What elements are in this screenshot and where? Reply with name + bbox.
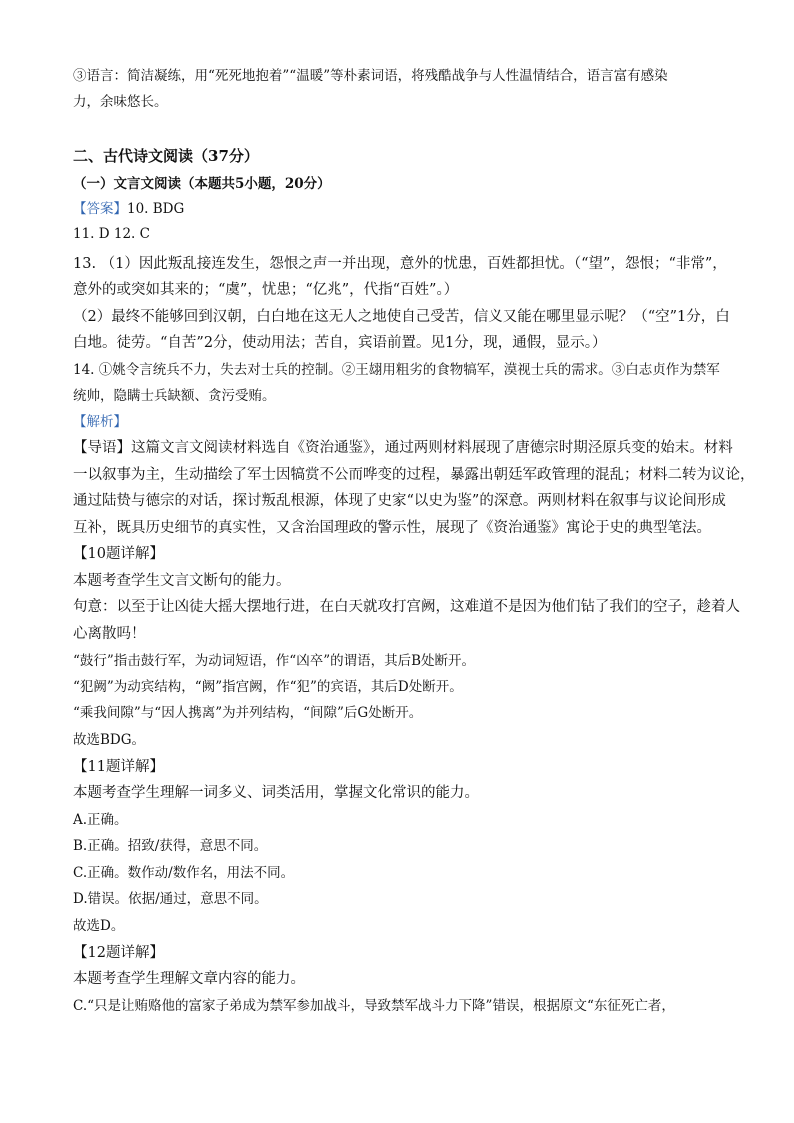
text-line: 故选BDG。 [73, 732, 146, 748]
text-line: “犯阙”为动宾结构，“阙”指宫阙，作“犯”的宾语，其后D处断开。 [73, 679, 463, 695]
text-line: 力，余味悠长。 [73, 94, 168, 110]
text-line: 本题考查学生文言文断句的能力。 [73, 573, 291, 589]
answer-13-line3: （2）最终不能够回到汉朝，白白地在这无人之地使自己受苦，信义又能在哪里显示呢？（“空”1分，白 [73, 309, 730, 325]
text-line: B.正确。招致/获得，意思不同。 [73, 838, 268, 854]
q12-heading: 【12题详解】 [73, 945, 164, 961]
subsection-heading: （一）文言文阅读（本题共5小题，20分） [73, 176, 331, 192]
answer-13-line4: 白地。徒劳。“自苦”2分，使动用法；苦自，宾语前置。见1分，现，通假，显示。） [73, 335, 607, 351]
intro-paragraph-line: 通过陆贽与德宗的对话，探讨叛乱根源，体现了史家“以史为鉴”的深意。两则材料在叙事与议论间形成 [73, 493, 726, 509]
answer-13-line2: 意外的或突如其来的；“虞”，忧患；“亿兆”，代指“百姓”。） [73, 282, 459, 298]
analysis-tag: 【解析】 [73, 414, 127, 430]
answer-10: 10. BDG [127, 201, 185, 217]
text-line: 心离散吗！ [73, 626, 146, 642]
intro-paragraph-line: 互补，既具历史细节的真实性，又含治国理政的警示性，展现了《资治通鉴》寓论于史的典型笔法。 [73, 520, 711, 536]
text-line: 句意：以至于让凶徒大摇大摆地行进，在白天就攻打宫阙，这难道不是因为他们钻了我们的空子，趁着人 [73, 599, 740, 615]
answer-row [73, 200, 184, 218]
answer-14-line2: 统帅，隐瞒士兵缺额、贪污受贿。 [73, 388, 276, 404]
answer-13-line1: 13. （1）因此叛乱接连发生，怨恨之声一并出现，意外的忧患，百姓都担忧。（“望”，怨恨；“非常”， [73, 256, 727, 272]
text-line: 故选D。 [73, 918, 125, 934]
text-line: “乘我间隙”与“因人携离”为并列结构，“间隙”后G处断开。 [73, 705, 423, 721]
intro-paragraph-line: 一以叙事为主，生动描绘了军士因犒赏不公而哗变的过程，暴露出朝廷军政管理的混乱；材料二转为议论， [73, 467, 755, 483]
answer-14-line1: 14. ①姚令言统兵不力，失去对士兵的控制。②王翃用粗劣的食物犒军，漠视士兵的需求。③白志贞作为禁军 [73, 362, 720, 378]
text-line: 本题考查学生理解一词多义、词类活用，掌握文化常识的能力。 [73, 785, 479, 801]
text-line: C.“只是让贿赂他的富家子弟成为禁军参加战斗，导致禁军战斗力下降”错误，根据原文“东征死亡者， [73, 998, 675, 1014]
text-line: ③语言：简洁凝练，用“死死地抱着”“温暖”等朴素词语，将残酷战争与人性温情结合，语言富有感染 [73, 68, 668, 84]
text-line: C.正确。数作动/数作名，用法不同。 [73, 865, 295, 881]
answer-tag: 【答案】 [73, 201, 127, 217]
text-line: 本题考查学生理解文章内容的能力。 [73, 971, 305, 987]
text-line: D.错误。依据/通过，意思不同。 [73, 891, 268, 907]
answer-11-12: 11. D 12. C [73, 226, 150, 242]
text-line: “鼓行”指击鼓行军，为动词短语，作“凶卒”的谓语，其后B处断开。 [73, 653, 476, 669]
q11-heading: 【11题详解】 [73, 759, 164, 775]
q10-heading: 【10题详解】 [73, 546, 164, 562]
section-heading: 二、古代诗文阅读（37分） [73, 147, 259, 165]
intro-paragraph-line: 【导语】这篇文言文阅读材料选自《资治通鉴》，通过两则材料展现了唐德宗时期泾原兵变的始末。材料 [73, 440, 733, 456]
text-line: A.正确。 [73, 812, 128, 828]
